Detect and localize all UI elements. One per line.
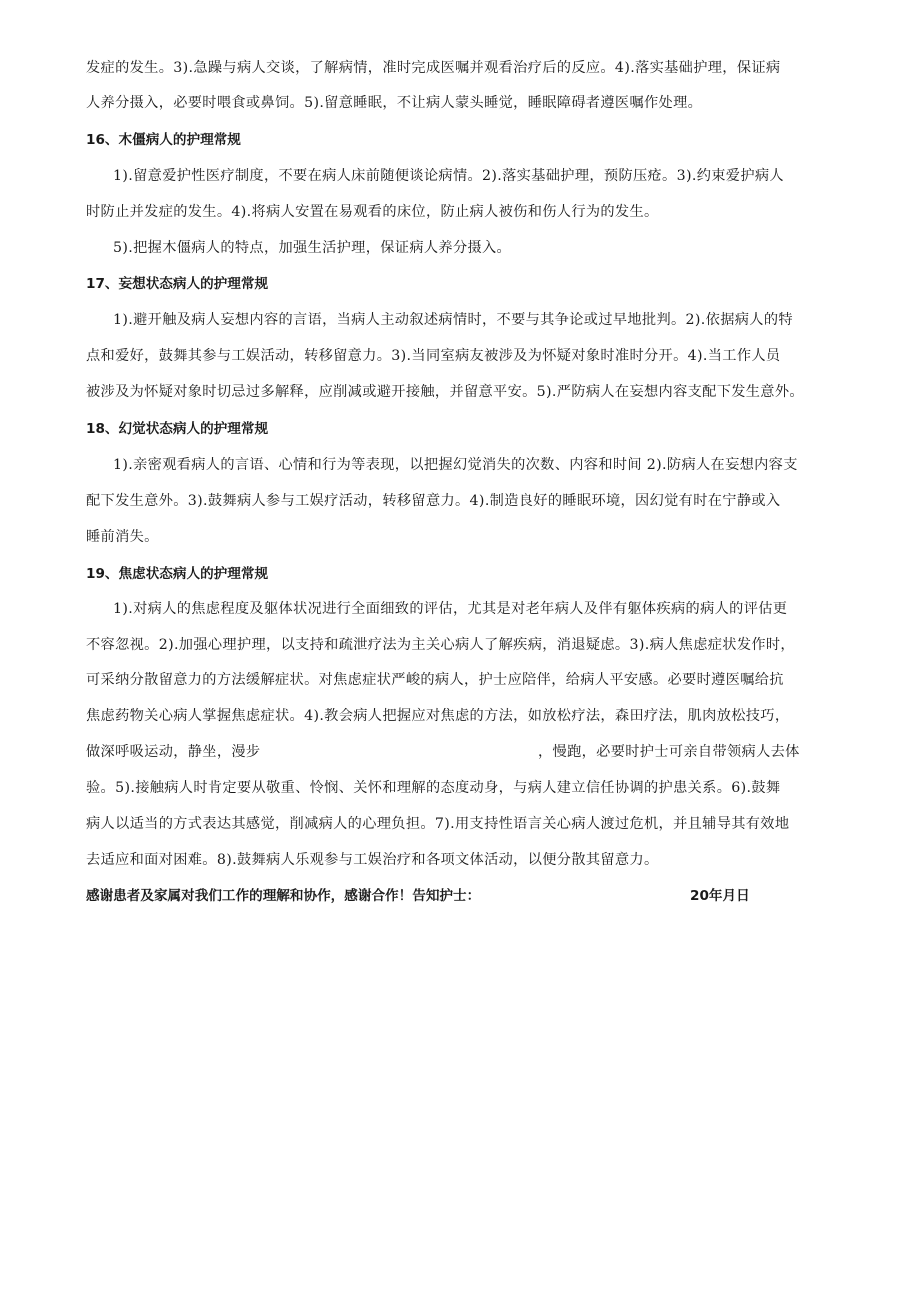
body-line: 病人以适当的方式表达其感觉，削减病人的心理负担。7).用支持性语言关心病人渡过危机，并且辅导其有效地 — [86, 816, 790, 832]
section-heading-17: 17、妄想状态病人的护理常规 — [86, 276, 269, 292]
body-line: 验。5).接触病人时肯定要从敬重、怜悯、关怀和理解的态度动身，与病人建立信任协调的护患关系。6).鼓舞 — [86, 780, 781, 796]
body-line: 去适应和面对困难。8).鼓舞病人乐观参与工娱治疗和各项文体活动，以便分散其留意力。 — [86, 852, 659, 868]
body-line: 1).亲密观看病人的言语、心情和行为等表现，以把握幻觉消失的次数、内容和时间 2).防病人在妄想内容支 — [113, 457, 798, 473]
body-line: 点和爱好，鼓舞其参与工娱活动，转移留意力。3).当同室病友被涉及为怀疑对象时准时分开。4).当工作人员 — [86, 348, 781, 364]
body-line: 1).对病人的焦虑程度及躯体状况进行全面细致的评估，尤其是对老年病人及伴有躯体疾病的病人的评估更 — [113, 601, 788, 617]
body-line: 不容忽视。2).加强心理护理，以支持和疏泄疗法为主关心病人了解疾病，消退疑虑。3).病人焦虑症状发作时， — [86, 637, 795, 653]
body-line: 配下发生意外。3).鼓舞病人参与工娱疗活动，转移留意力。4).制造良好的睡眠环境，因幻觉有时在宁静或入 — [86, 493, 781, 509]
body-line: 焦虑药物关心病人掌握焦虑症状。4).教会病人把握应对焦虑的方法，如放松疗法，森田疗法，肌肉放松技巧， — [86, 708, 790, 724]
body-line: 被涉及为怀疑对象时切忌过多解释，应削减或避开接触，并留意平安。5).严防病人在妄想内容支配下发生意外。 — [86, 384, 804, 400]
body-line: 1).避开触及病人妄想内容的言语，当病人主动叙述病情时，不要与其争论或过早地批判。2).依据病人的特 — [113, 312, 793, 328]
section-heading-18: 18、幻觉状态病人的护理常规 — [86, 421, 269, 437]
body-line: 可采纳分散留意力的方法缓解症状。对焦虑症状严峻的病人，护士应陪伴，给病人平安感。必要时遵医嘱给抗 — [86, 672, 784, 688]
body-line: 5).把握木僵病人的特点，加强生活护理，保证病人养分摄入。 — [113, 240, 512, 256]
body-line: 1).留意爱护性医疗制度，不要在病人床前随便谈论病情。2).落实基础护理，预防压疮。3).约束爱护病人 — [113, 168, 784, 184]
body-line-tail: ，慢跑，必要时护士可亲自带领病人去体 — [538, 744, 800, 760]
section-heading-16: 16、木僵病人的护理常规 — [86, 132, 241, 148]
body-line: 睡前消失。 — [86, 529, 159, 545]
body-line: 做深呼吸运动，静坐，漫步 — [86, 744, 261, 760]
body-line: 人养分摄入，必要时喂食或鼻饲。5).留意睡眠，不让病人蒙头睡觉，睡眠障碍者遵医嘱作处理。 — [86, 95, 703, 111]
footer-date: 20年月日 — [690, 888, 750, 904]
section-heading-19: 19、焦虑状态病人的护理常规 — [86, 566, 269, 582]
footer-thanks: 感谢患者及家属对我们工作的理解和协作，感谢合作！告知护士： — [86, 888, 481, 904]
body-line: 发症的发生。3).急躁与病人交谈，了解病情，准时完成医嘱并观看治疗后的反应。4).落实基础护理，保证病 — [86, 60, 781, 76]
body-line: 时防止并发症的发生。4).将病人安置在易观看的床位，防止病人被伤和伤人行为的发生。 — [86, 204, 659, 220]
